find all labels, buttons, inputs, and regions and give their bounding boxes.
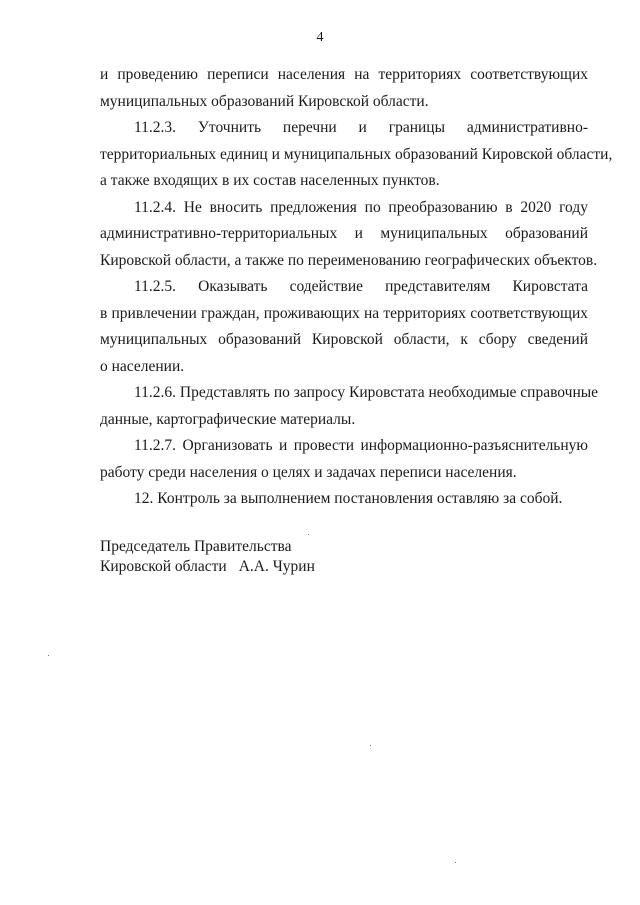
text-line: 11.2.6. Представлять по запросу Кировстата необходимые справочные bbox=[134, 384, 599, 401]
scan-speck bbox=[455, 862, 456, 863]
text-line: 12. Контроль за выполнением постановления оставляю за собой. bbox=[134, 490, 563, 507]
text-line: в привлечении граждан, проживающих на территориях соответствующих bbox=[100, 304, 588, 322]
signatory-region-line bbox=[100, 557, 315, 577]
signatory-title: Председатель Правительства bbox=[100, 538, 292, 555]
text-line: работу среди населения о целях и задачах переписи населения. bbox=[100, 463, 517, 481]
signatory-region: Кировской области bbox=[100, 558, 227, 575]
text-line: 11.2.5. Оказывать содействие представителям Кировстата bbox=[134, 278, 588, 295]
paragraph-continuation bbox=[100, 62, 588, 115]
paragraph-11-2-6 bbox=[100, 380, 599, 433]
text-line: 11.2.7. Организовать и провести информационно-разъяснительную bbox=[134, 437, 588, 454]
scan-speck bbox=[48, 655, 49, 656]
page-number: 4 bbox=[316, 30, 324, 45]
text-line: о населении. bbox=[100, 357, 185, 375]
text-line: и проведению переписи населения на территориях соответствующих bbox=[100, 66, 588, 83]
text-line: а также входящих в их состав населенных пунктов. bbox=[100, 172, 440, 189]
text-line: муниципальных образований Кировской области. bbox=[100, 92, 429, 110]
paragraph-11-2-7 bbox=[100, 433, 588, 486]
text-line: 11.2.4. Не вносить предложения по преобразованию в 2020 году bbox=[134, 198, 588, 216]
paragraph-11-2-5 bbox=[100, 274, 588, 380]
document-body bbox=[100, 62, 613, 513]
signature-block bbox=[100, 537, 315, 577]
text-line: муниципальных образований Кировской области, к сбору сведений bbox=[100, 331, 588, 348]
scan-speck bbox=[308, 534, 309, 535]
scan-speck bbox=[370, 745, 371, 746]
text-line: Кировской области, а также по переименованию географических объектов. bbox=[100, 251, 598, 269]
signatory-name: А.А. Чурин bbox=[238, 558, 315, 575]
text-line: административно-территориальных и муниципальных образований bbox=[100, 225, 588, 242]
text-line: 11.2.3. Уточнить перечни и границы административно- bbox=[134, 119, 588, 136]
paragraph-12 bbox=[100, 486, 588, 513]
paragraph-11-2-3 bbox=[100, 115, 613, 195]
text-line: территориальных единиц и муниципальных образований Кировской области, bbox=[100, 145, 613, 163]
paragraph-11-2-4 bbox=[100, 195, 598, 275]
text-line: данные, картографические материалы. bbox=[100, 410, 356, 428]
